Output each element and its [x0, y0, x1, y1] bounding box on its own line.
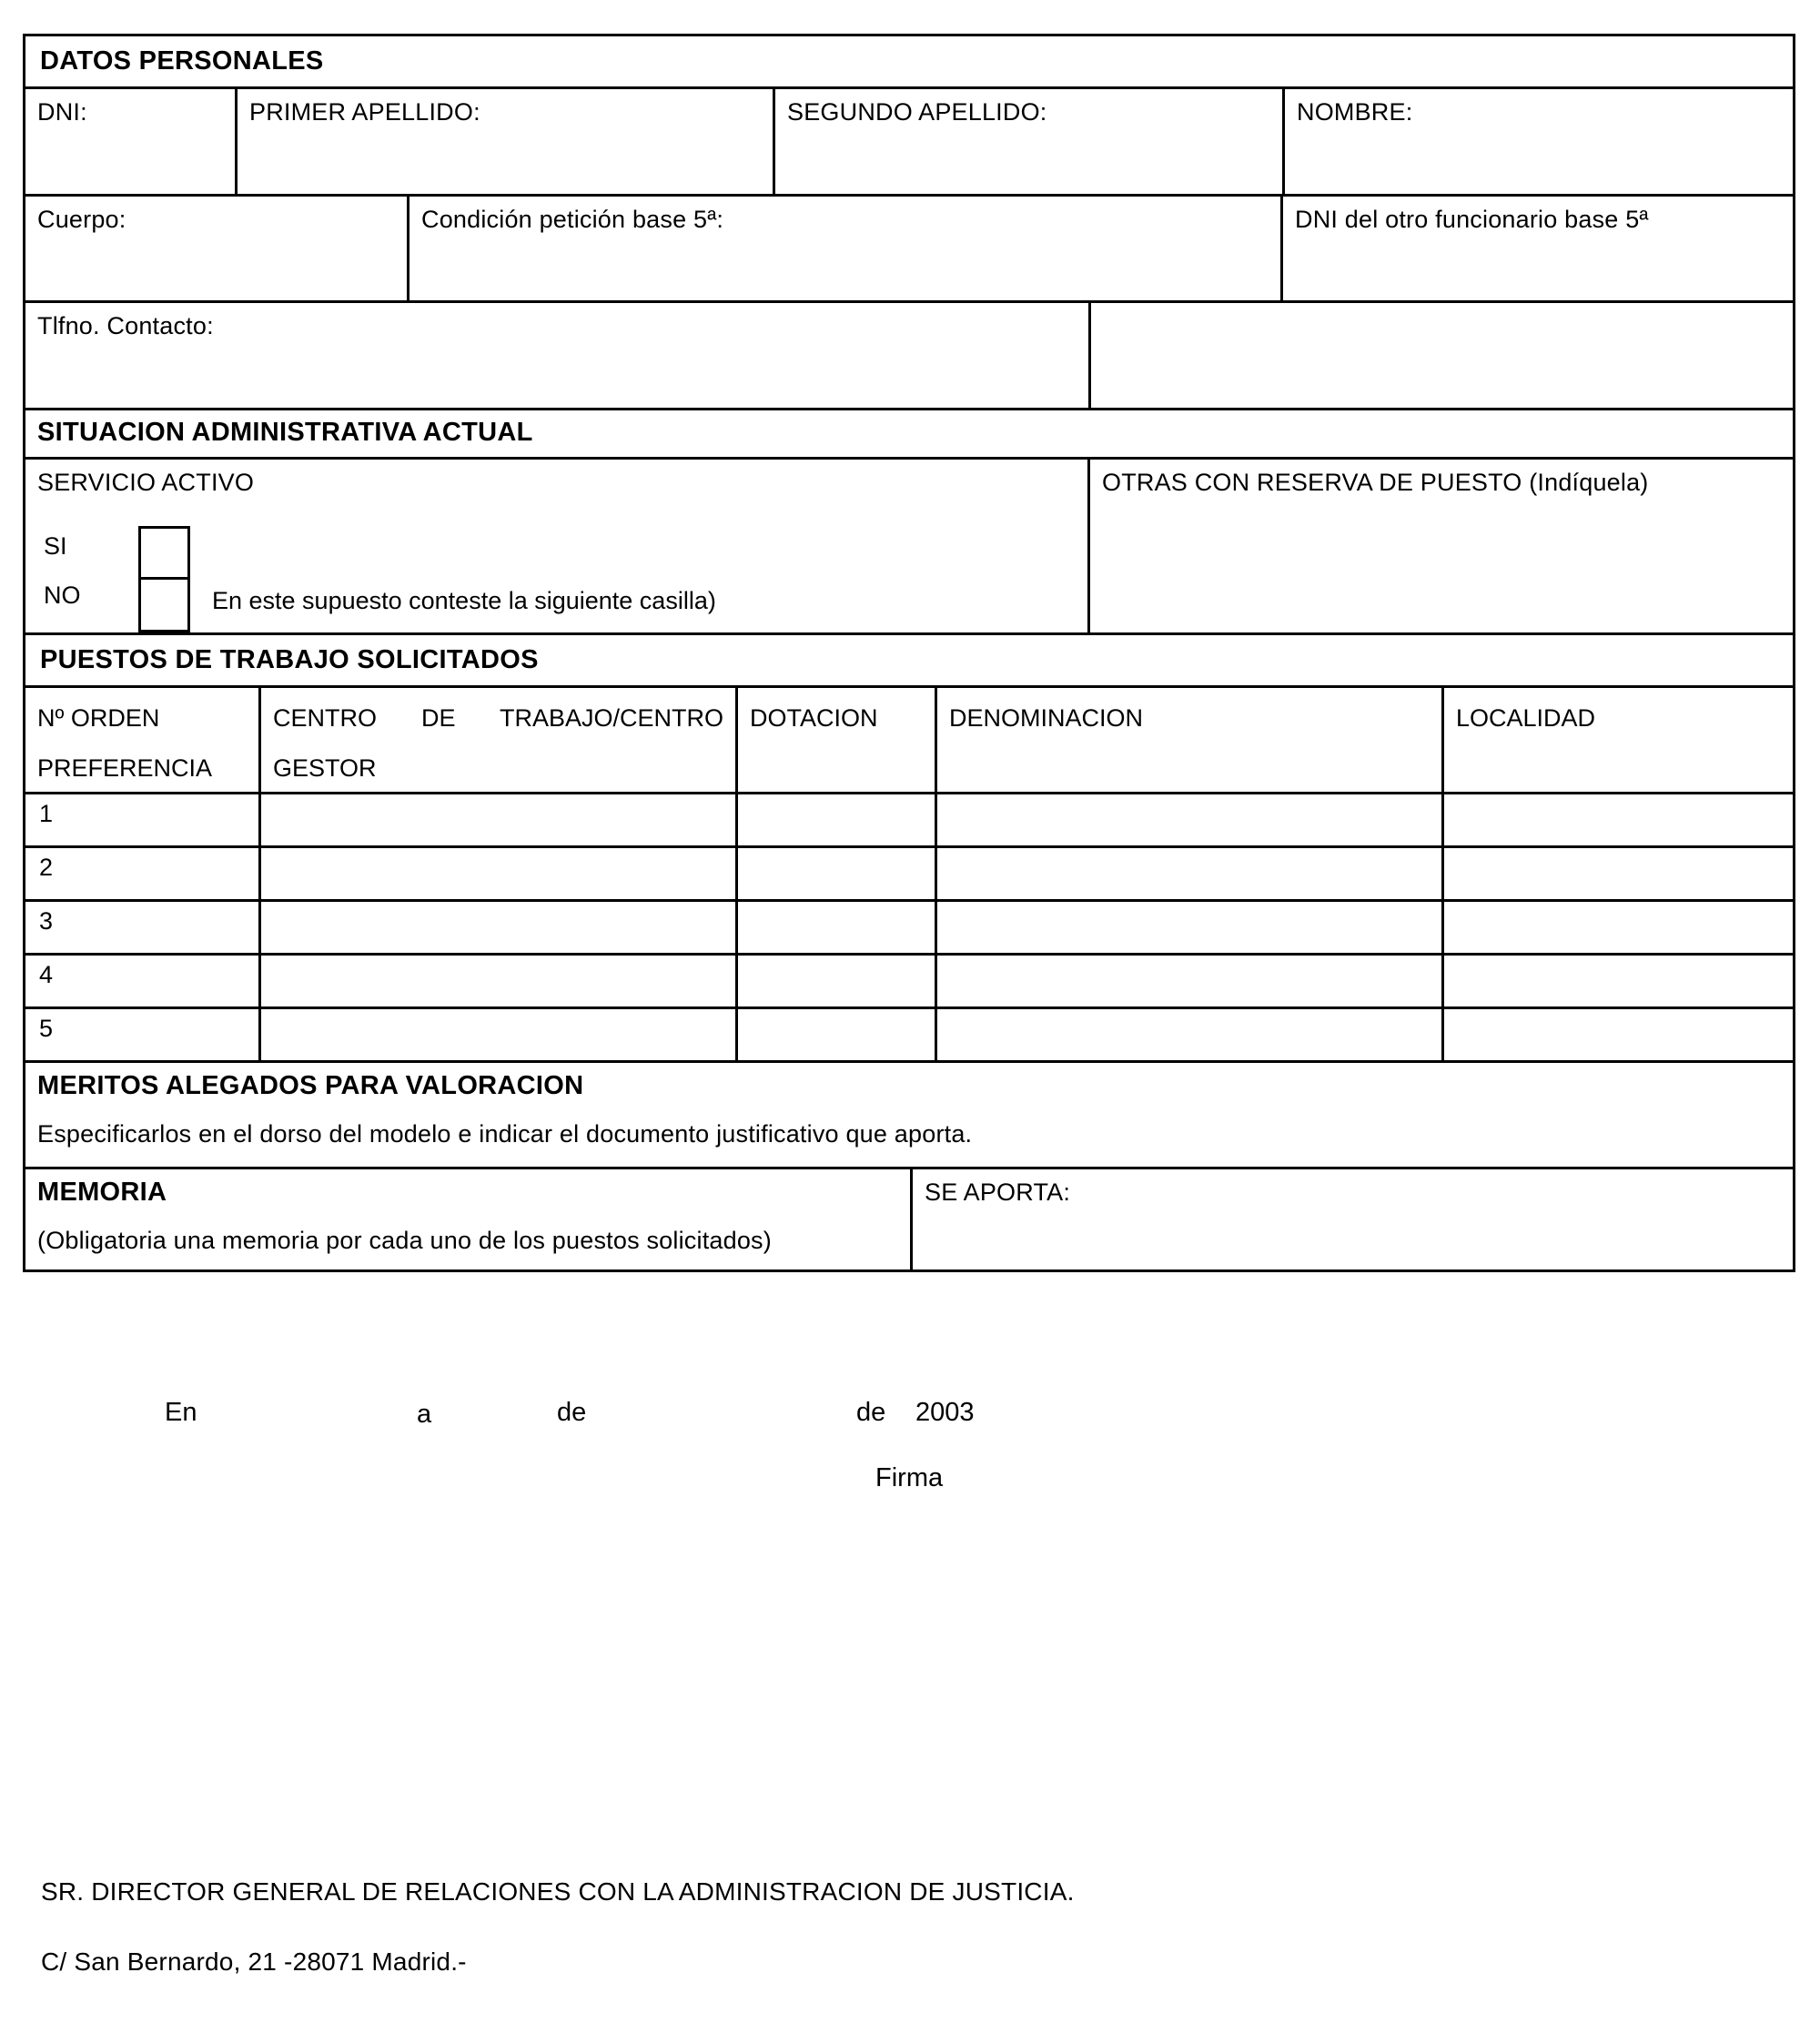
row-cuerpo: [25, 197, 1793, 303]
si-label: SI: [44, 532, 67, 560]
direccion-line: C/ San Bernardo, 21 -28071 Madrid.-: [41, 1947, 467, 1976]
orden-cell: [25, 902, 261, 953]
telefono-contacto-field[interactable]: [25, 303, 1091, 408]
centro-input-cell[interactable]: [261, 1009, 738, 1060]
row-puestos-title: [25, 635, 1793, 688]
telefono-contacto-label: Tlfno. Contacto:: [37, 312, 214, 339]
dni-otro-funcionario-label: DNI del otro funcionario base 5ª: [1295, 206, 1649, 233]
memoria-nota: (Obligatoria una memoria por cada uno de los puestos solicitados): [37, 1227, 772, 1254]
row-situacion-title: [25, 410, 1793, 460]
denominacion-input-cell[interactable]: [937, 1009, 1444, 1060]
centro-input-cell[interactable]: [261, 848, 738, 899]
si-checkbox[interactable]: [141, 529, 187, 580]
orden-number: 2: [39, 854, 54, 881]
dotacion-input-cell[interactable]: [738, 902, 937, 953]
orden-cell: [25, 956, 261, 1006]
table-row: [25, 848, 1793, 902]
col-header-localidad: LOCALIDAD: [1456, 704, 1596, 732]
servicio-activo-label: SERVICIO ACTIVO: [37, 469, 255, 496]
puestos-table-header: [25, 688, 1793, 794]
otras-reserva-field[interactable]: [1090, 460, 1793, 632]
section-puestos: [25, 635, 1793, 685]
nombre-field[interactable]: [1285, 89, 1793, 194]
table-row: [25, 902, 1793, 956]
col-header-dotacion: DOTACION: [738, 688, 937, 792]
section-meritos: [25, 1063, 1793, 1167]
segundo-apellido-field[interactable]: [775, 89, 1285, 194]
section-situacion: [25, 410, 1793, 457]
row-memoria: [25, 1169, 1793, 1269]
segundo-apellido-label: SEGUNDO APELLIDO:: [787, 98, 1047, 126]
orden-cell: [25, 1009, 261, 1060]
orden-number: 4: [39, 961, 54, 988]
localidad-input-cell[interactable]: [1444, 956, 1793, 1006]
col-header-denominacion: DENOMINACION: [937, 688, 1444, 792]
firma-de2-label: de: [856, 1398, 886, 1427]
localidad-input-cell[interactable]: [1444, 848, 1793, 899]
nombre-label: NOMBRE:: [1297, 98, 1413, 126]
datos-personales-title: DATOS PERSONALES: [40, 46, 324, 76]
col-header-orden-preferencia: Nº ORDEN PREFERENCIA: [25, 688, 261, 792]
row-telefono: [25, 303, 1793, 410]
firma-a-label: a: [417, 1400, 432, 1429]
servicio-activo-checkbox-stack: [138, 526, 190, 632]
primer-apellido-label: PRIMER APELLIDO:: [249, 98, 480, 126]
dni-label: DNI:: [37, 98, 87, 126]
centro-input-cell[interactable]: [261, 794, 738, 845]
section-datos-personales: [25, 36, 1793, 86]
localidad-input-cell[interactable]: [1444, 794, 1793, 845]
orden-number: 3: [39, 907, 54, 935]
denominacion-input-cell[interactable]: [937, 794, 1444, 845]
col-header-centro-trabajo: CENTRO DE TRABAJO/CENTRO GESTOR: [261, 688, 738, 792]
centro-input-cell[interactable]: [261, 902, 738, 953]
centro-input-cell[interactable]: [261, 956, 738, 1006]
row-datos-personales-title: [25, 36, 1793, 89]
orden-number: 1: [39, 800, 54, 827]
firma-de1-label: de: [557, 1398, 587, 1427]
cuerpo-label: Cuerpo:: [37, 206, 126, 233]
denominacion-input-cell[interactable]: [937, 956, 1444, 1006]
row-servicio-activo: [25, 460, 1793, 635]
solicitud-form: [23, 34, 1795, 1272]
situacion-title: SITUACION ADMINISTRATIVA ACTUAL: [37, 418, 533, 447]
no-label: NO: [44, 582, 81, 609]
destinatario-line: SR. DIRECTOR GENERAL DE RELACIONES CON LA ADMINISTRACION DE JUSTICIA.: [41, 1877, 1075, 1906]
dotacion-input-cell[interactable]: [738, 848, 937, 899]
orden-cell: [25, 794, 261, 845]
table-row: [25, 956, 1793, 1009]
table-row: [25, 1009, 1793, 1063]
memoria-title: MEMORIA: [37, 1178, 167, 1207]
section-memoria: [25, 1169, 913, 1269]
localidad-input-cell[interactable]: [1444, 1009, 1793, 1060]
denominacion-input-cell[interactable]: [937, 902, 1444, 953]
dni-otro-funcionario-field[interactable]: [1283, 197, 1793, 300]
primer-apellido-field[interactable]: [238, 89, 775, 194]
condicion-peticion-label: Condición petición base 5ª:: [421, 206, 724, 233]
meritos-nota: Especificarlos en el dorso del modelo e indicar el documento justificativo que aporta.: [37, 1120, 973, 1148]
condicion-peticion-field[interactable]: [410, 197, 1283, 300]
telefono-extra-cell[interactable]: [1091, 303, 1793, 408]
denominacion-input-cell[interactable]: [937, 848, 1444, 899]
orden-number: 5: [39, 1015, 54, 1042]
localidad-input-cell[interactable]: [1444, 902, 1793, 953]
puestos-title: PUESTOS DE TRABAJO SOLICITADOS: [40, 645, 539, 674]
dotacion-input-cell[interactable]: [738, 956, 937, 1006]
row-meritos: [25, 1063, 1793, 1169]
no-nota: En este supuesto conteste la siguiente casilla): [212, 587, 716, 614]
dotacion-input-cell[interactable]: [738, 1009, 937, 1060]
otras-reserva-label: OTRAS CON RESERVA DE PUESTO (Indíquela): [1102, 469, 1649, 496]
firma-en-label: En: [165, 1398, 197, 1427]
firma-anio: 2003: [915, 1398, 975, 1427]
table-row: [25, 794, 1793, 848]
no-checkbox[interactable]: [141, 580, 187, 631]
cuerpo-field[interactable]: [25, 197, 410, 300]
row-nombres: [25, 89, 1793, 197]
meritos-title: MERITOS ALEGADOS PARA VALORACION: [37, 1071, 584, 1100]
firma-label: Firma: [875, 1463, 944, 1492]
dni-field[interactable]: [25, 89, 238, 194]
dotacion-input-cell[interactable]: [738, 794, 937, 845]
se-aporta-label: SE APORTA:: [925, 1178, 1071, 1206]
orden-cell: [25, 848, 261, 899]
servicio-activo-area: [25, 460, 1090, 632]
se-aporta-field[interactable]: [913, 1169, 1793, 1269]
